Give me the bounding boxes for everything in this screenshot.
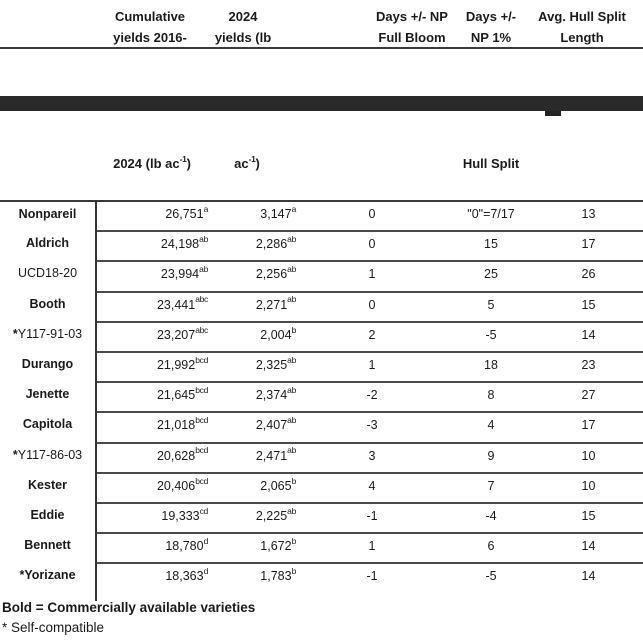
cumulative-yield-cell: 18,363$^d$ bbox=[96, 563, 208, 593]
stat-group-superscript: ab bbox=[287, 505, 296, 516]
days-hull-split-cell: 15 bbox=[448, 231, 534, 261]
cumulative-yield-cell: 23,207$^{abc}$ bbox=[96, 322, 208, 352]
table-row bbox=[0, 231, 643, 261]
header-line: Days +/- bbox=[465, 9, 517, 24]
days-hull-split-cell: -4 bbox=[448, 503, 534, 533]
stat-group-superscript: a bbox=[291, 203, 296, 214]
cumulative-yield-cell: 21,018$^{bcd}$ bbox=[96, 412, 208, 442]
yield-2024-cell: 2,065$^b$ bbox=[208, 473, 296, 503]
self-compatible-star: * bbox=[12, 326, 18, 341]
header-line: Full Bloom bbox=[378, 30, 446, 45]
cumulative-yield-cell: 21,992$^{bcd}$ bbox=[96, 352, 208, 382]
cumulative-yield-cell: 18,780$^d$ bbox=[96, 533, 208, 563]
days-hull-split-cell: -5 bbox=[448, 563, 534, 593]
header-line: Length bbox=[560, 30, 604, 45]
variety-cell: UCD18-20 bbox=[0, 261, 96, 291]
days-full-bloom-cell: 1 bbox=[296, 533, 448, 563]
yield-2024-cell: 1,783$^b$ bbox=[208, 563, 296, 593]
cumulative-yield-cell: 26,751$^a$ bbox=[165, 203, 208, 221]
yield-2024-cell: 2,004$^b$ bbox=[208, 322, 296, 352]
stat-group-superscript: a bbox=[203, 203, 208, 214]
variety-cell: Kester bbox=[0, 473, 96, 503]
days-hull-split-cell: 4 bbox=[448, 412, 534, 442]
avg-hull-split-cell: 15 bbox=[534, 503, 643, 533]
yield-2024-cell: 2,286$^{ab}$ bbox=[208, 231, 296, 261]
stat-group-superscript: bcd bbox=[195, 384, 208, 395]
variety-cell: Durango bbox=[0, 352, 96, 382]
table-row bbox=[0, 533, 643, 563]
header-line: yields 2016- bbox=[113, 30, 187, 45]
table-row bbox=[0, 352, 643, 382]
variety-cell: Aldrich bbox=[0, 231, 96, 261]
yield-2024-cell: 2,325$^{ab}$ bbox=[208, 352, 296, 382]
stat-group-superscript: bcd bbox=[195, 475, 208, 486]
avg-hull-split-cell: 17 bbox=[534, 231, 643, 261]
table-row bbox=[0, 322, 643, 352]
days-hull-split-cell: 18 bbox=[448, 352, 534, 382]
days-full-bloom-cell: 0 bbox=[296, 231, 448, 261]
variety-cell: Jenette bbox=[0, 382, 96, 412]
stat-group-superscript: ab bbox=[287, 384, 296, 395]
header-cumulative-yields bbox=[113, 6, 187, 48]
variety-cell: *Yorizane bbox=[0, 563, 96, 593]
superscript: -1 bbox=[179, 153, 187, 164]
header-rule bbox=[0, 47, 643, 49]
avg-hull-split-cell: 14 bbox=[534, 563, 643, 593]
header-line: Cumulative bbox=[114, 9, 186, 24]
footnote-self-compatible: * Self-compatible bbox=[2, 620, 105, 635]
self-compatible-star: * bbox=[19, 568, 25, 583]
days-hull-split-cell: 6 bbox=[448, 533, 534, 563]
stat-group-superscript: b bbox=[291, 566, 296, 577]
table-row bbox=[0, 503, 643, 533]
stat-group-superscript: abc bbox=[195, 324, 208, 335]
stat-group-superscript: cd bbox=[199, 505, 208, 516]
days-hull-split-cell: 25 bbox=[448, 261, 534, 291]
yield-2024-cell: 2,225$^{ab}$ bbox=[208, 503, 296, 533]
stat-group-superscript: bcd bbox=[195, 445, 208, 456]
stat-group-superscript: b bbox=[291, 475, 296, 486]
stat-group-superscript: bcd bbox=[195, 415, 208, 426]
stat-group-superscript: d bbox=[203, 535, 208, 546]
variety-cell: Eddie bbox=[0, 503, 96, 533]
days-full-bloom-cell: -1 bbox=[296, 563, 448, 593]
yield-2024-cell: 2,271$^{ab}$ bbox=[208, 292, 296, 322]
stat-group-superscript: abc bbox=[195, 294, 208, 305]
avg-hull-split-cell: 10 bbox=[534, 473, 643, 503]
table-row bbox=[0, 473, 643, 503]
yield-2024-cell: 3,147$^a$ bbox=[260, 203, 296, 221]
variety-cell: Booth bbox=[0, 292, 96, 322]
days-full-bloom-cell: -1 bbox=[296, 503, 448, 533]
table-row bbox=[0, 261, 643, 291]
yield-2024-cell: 2,374$^{ab}$ bbox=[208, 382, 296, 412]
table-row bbox=[0, 292, 643, 322]
days-full-bloom-cell: -2 bbox=[296, 382, 448, 412]
cumulative-yield-cell: 20,628$^{bcd}$ bbox=[96, 443, 208, 473]
stat-group-superscript: ab bbox=[287, 294, 296, 305]
header-line: Days +/- NP bbox=[376, 9, 448, 24]
stat-group-superscript: b bbox=[291, 535, 296, 546]
days-full-bloom-cell: 2 bbox=[296, 322, 448, 352]
stat-group-superscript: ab bbox=[287, 445, 296, 456]
cumulative-yield-cell: 23,441$^{abc}$ bbox=[96, 292, 208, 322]
cumulative-yield-cell: 24,198$^{ab}$ bbox=[96, 231, 208, 261]
stat-group-superscript: ab bbox=[287, 415, 296, 426]
days-full-bloom-cell: 0 bbox=[296, 292, 448, 322]
avg-hull-split-cell: 17 bbox=[534, 412, 643, 442]
variety-cell: Bennett bbox=[0, 533, 96, 563]
table-row bbox=[0, 382, 643, 412]
divider-bar bbox=[0, 96, 643, 111]
days-hull-split-cell: -5 bbox=[448, 322, 534, 352]
variety-cell: *Y117-91-03 bbox=[0, 322, 96, 352]
stat-group-superscript: ab bbox=[287, 234, 296, 245]
days-hull-split-cell: 9 bbox=[448, 443, 534, 473]
days-full-bloom-cell: 0 bbox=[368, 207, 376, 221]
footnote-bold-varieties: Bold = Commercially available varieties bbox=[2, 600, 256, 615]
stat-group-superscript: ab bbox=[199, 264, 208, 275]
variety-cell: Capitola bbox=[0, 412, 96, 442]
stat-group-superscript: ab bbox=[199, 234, 208, 245]
cumulative-yield-cell: 21,645$^{bcd}$ bbox=[96, 382, 208, 412]
avg-hull-split-cell: 26 bbox=[534, 261, 643, 291]
variety-cell: Nonpareil bbox=[0, 201, 96, 231]
days-full-bloom-cell: -3 bbox=[296, 412, 448, 442]
avg-hull-split-cell: 15 bbox=[534, 292, 643, 322]
cumulative-yield-cell: 23,994$^{ab}$ bbox=[96, 261, 208, 291]
variety-table bbox=[0, 200, 643, 593]
self-compatible-star: * bbox=[12, 447, 18, 462]
avg-hull-split-cell: 14 bbox=[534, 533, 643, 563]
avg-hull-split-cell: 10 bbox=[534, 443, 643, 473]
header-days-np-full-bloom bbox=[376, 6, 448, 48]
yield-2024-cell: 2,471$^{ab}$ bbox=[208, 443, 296, 473]
avg-hull-split-cell: 14 bbox=[534, 322, 643, 352]
header-line: Avg. Hull Split bbox=[538, 9, 626, 24]
days-hull-split-cell: "0"=7/17 bbox=[467, 207, 515, 221]
stat-group-superscript: d bbox=[203, 566, 208, 577]
avg-hull-split-cell: 23 bbox=[534, 352, 643, 382]
cumulative-yield-cell: 19,333$^{cd}$ bbox=[96, 503, 208, 533]
superscript: -1 bbox=[248, 153, 256, 164]
header-line: yields (lb bbox=[214, 30, 272, 45]
table-row bbox=[0, 563, 643, 593]
stat-group-superscript: ab bbox=[287, 354, 296, 365]
yield-2024-cell: 2,256$^{ab}$ bbox=[208, 261, 296, 291]
header-line: NP 1% bbox=[470, 30, 512, 45]
header-avg-hull-split-length bbox=[538, 6, 626, 48]
table-row bbox=[0, 412, 643, 442]
stat-group-superscript: b bbox=[291, 324, 296, 335]
days-hull-split-cell: 7 bbox=[448, 473, 534, 503]
divider-bar-notch bbox=[545, 111, 561, 116]
avg-hull-split-cell: 27 bbox=[534, 382, 643, 412]
stat-group-superscript: bcd bbox=[195, 354, 208, 365]
days-full-bloom-cell: 1 bbox=[296, 352, 448, 382]
days-full-bloom-cell: 4 bbox=[296, 473, 448, 503]
days-hull-split-cell: 8 bbox=[448, 382, 534, 412]
header-line: 2024 bbox=[228, 9, 258, 24]
table-row bbox=[0, 201, 643, 231]
header-2024-yields bbox=[215, 6, 271, 48]
header-2024-units: $ac^{-1}$) bbox=[234, 153, 260, 171]
header-cumulative-units: 2024 (lb $ac^{-1}$) bbox=[113, 153, 191, 171]
table-row bbox=[0, 443, 643, 473]
stat-group-superscript: ab bbox=[287, 264, 296, 275]
days-hull-split-cell: 5 bbox=[448, 292, 534, 322]
variety-cell: *Y117-86-03 bbox=[0, 443, 96, 473]
yield-2024-cell: 2,407$^{ab}$ bbox=[208, 412, 296, 442]
header-hull-split: Hull Split bbox=[462, 156, 520, 171]
yield-2024-cell: 1,672$^b$ bbox=[208, 533, 296, 563]
days-full-bloom-cell: 3 bbox=[296, 443, 448, 473]
avg-hull-split-cell: 13 bbox=[581, 207, 596, 221]
days-full-bloom-cell: 1 bbox=[296, 261, 448, 291]
variety-table-body bbox=[0, 201, 643, 593]
header-days-np-1pct bbox=[466, 6, 516, 48]
cumulative-yield-cell: 20,406$^{bcd}$ bbox=[96, 473, 208, 503]
